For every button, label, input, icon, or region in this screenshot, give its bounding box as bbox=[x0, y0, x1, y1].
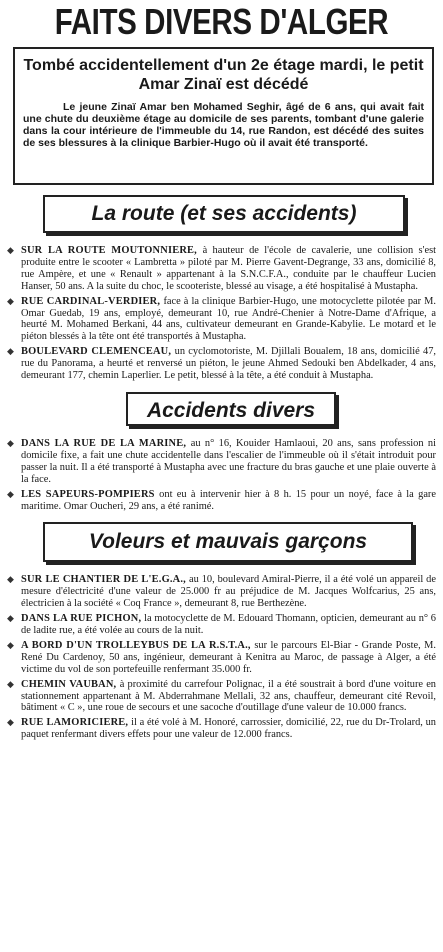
section-heading-voleurs: Voleurs et mauvais garçons bbox=[43, 522, 413, 562]
news-item-text: face à la clinique Barbier-Hugo, une motocyclette pilotée par M. Omar Guedab, 19 ans, employé, demeurant 10, rue André-Chenier à Notre-Dame d'Afrique, a heurté M. Mohamed Berkani, 44 ans, cultivateur demeurant en Grande-Kabylie. Le motard et le piéton blessés à la tête ont été transportés à Mustapha. bbox=[21, 295, 436, 343]
news-item-text: à proximité du carrefour Polignac, il a été soustrait à bord d'une voiture en stationnement appartenant à M. Abderrahmane Mellali, 32 ans, chauffeur, demeurant cité Revoil, bâtiment « C », une roue de secours et une sacoche d'outillage d'une valeur de 10.000 francs. bbox=[21, 678, 437, 714]
lead-article-body: Le jeune Zinaï Amar ben Mohamed Seghir, âgé de 6 ans, qui avait fait une chute du deuxième étage au domicile de ses parents, tombant d'une galerie dans la cour intérieure de l'immeuble du 14, rue Randon, est décédé des suites de ses blessures à la clinique Barbier-Hugo où il avait été transporté. bbox=[23, 101, 424, 149]
news-item-text: au n° 16, Kouider Hamlaoui, 20 ans, sans profession ni domicile fixe, a fait une chute accidentelle dans l'escalier de l'immeuble où il s'était introduit pour passer la nuit. Il a été transporté à Mustapha avec une fracture du bras gauche et une plaie ouverte à la face. bbox=[21, 437, 436, 485]
news-item bbox=[5, 346, 438, 382]
news-item bbox=[5, 717, 438, 741]
section-items-accidents bbox=[5, 438, 438, 512]
news-item bbox=[5, 489, 438, 513]
news-item-lead-in: DANS LA RUE PICHON, bbox=[21, 613, 145, 625]
news-item-text: la motocyclette de M. Edouard Thomann, opticien, demeurant au n° 6 de ladite rue, a été volée au cours de la nuit. bbox=[21, 613, 436, 637]
section-heading-route: La route (et ses accidents) bbox=[43, 195, 405, 233]
news-item-lead-in: RUE LAMORICIERE, bbox=[21, 717, 132, 729]
news-item-text: au 10, boulevard Amiral-Pierre, il a été volé un appareil de mesure d'électricité d'une valeur de 25.000 fr au préjudice de M. Jacques Wolfcarius, 25 ans, électricien à la société « Coq France », demeurant 8, rue Berthezène. bbox=[21, 574, 436, 610]
news-item bbox=[5, 574, 438, 610]
news-item bbox=[5, 679, 438, 715]
news-item-lead-in: A BORD D'UN TROLLEYBUS DE LA R.S.T.A., bbox=[21, 639, 255, 651]
news-item-text: sur le parcours El-Biar - Grande Poste, M. René Du Cardenoy, 50 ans, ingénieur, demeurant à Kenitra au Maroc, de passage à Alger, a été victime du vol de son portefeuille renfermant 35.000 fr. bbox=[21, 639, 436, 675]
news-item bbox=[5, 245, 438, 293]
diamond-bullet-icon: ◆ bbox=[7, 347, 14, 358]
news-item bbox=[5, 438, 438, 486]
news-item-lead-in: DANS LA RUE DE LA MARINE, bbox=[21, 437, 191, 449]
diamond-bullet-icon: ◆ bbox=[7, 575, 14, 586]
news-item-lead-in: BOULEVARD CLEMENCEAU, bbox=[21, 346, 175, 358]
diamond-bullet-icon: ◆ bbox=[7, 489, 14, 500]
diamond-bullet-icon: ◆ bbox=[7, 614, 14, 625]
news-item-text: à hauteur de l'école de cavalerie, une collision s'est produite entre le scooter « Lambretta » piloté par M. Pierre Gavent-Degrange, 33 ans, domicilié 8, rue Ampère, et une « Renault » appartenant à la S.N.C.F.A., conduite par le chauffeur Lucien Hanser, 50 ans. A la suite du choc, le scooteriste, blessé au visage, a été hospitalisé à Mustapha. bbox=[21, 245, 436, 292]
section-heading-accidents: Accidents divers bbox=[126, 392, 336, 426]
news-item-text: un cyclomotoriste, M. Djillali Boualem, 18 ans, domicilié 47, rue du Panorama, a heurté et renversé un piéton, le jeune Ahmed Sedouki ben Abdelkader, 4 ans, demeurant 177, chemin Laperlier. Le petit, blessé à la tête, a été conduit à Mustapha. bbox=[21, 346, 436, 382]
news-item bbox=[5, 613, 438, 637]
section-items-voleurs bbox=[5, 574, 438, 741]
diamond-bullet-icon: ◆ bbox=[7, 438, 14, 449]
diamond-bullet-icon: ◆ bbox=[7, 640, 14, 651]
news-item-lead-in: SUR LE CHANTIER DE L'E.G.A., bbox=[21, 574, 190, 586]
news-item bbox=[5, 640, 438, 676]
news-item-text: il a été volé à M. Honoré, carrossier, domicilié, 22, rue du Dr-Trolard, un paquet renfermant divers effets pour une valeur de 12.000 francs. bbox=[21, 717, 436, 741]
news-item-lead-in: RUE CARDINAL-VERDIER, bbox=[21, 295, 164, 307]
diamond-bullet-icon: ◆ bbox=[7, 296, 14, 307]
diamond-bullet-icon: ◆ bbox=[7, 246, 14, 256]
news-item bbox=[5, 296, 438, 344]
news-item-lead-in: CHEMIN VAUBAN, bbox=[21, 678, 120, 690]
diamond-bullet-icon: ◆ bbox=[7, 679, 14, 690]
lead-article-title: Tombé accidentellement d'un 2e étage mardi, le petit Amar Zinaï est décédé bbox=[23, 57, 424, 93]
news-item-text: ont eu à intervenir hier à 8 h. 15 pour un noyé, face à la gare maritime. Omar Oucheri, 29 ans, a été ranimé. bbox=[21, 488, 436, 512]
news-item-lead-in: SUR LA ROUTE MOUTONNIERE, bbox=[21, 245, 203, 256]
masthead-title: FAITS DIVERS D'ALGER bbox=[54, 1, 389, 42]
lead-article-box bbox=[13, 47, 434, 185]
section-items-route bbox=[5, 245, 438, 382]
diamond-bullet-icon: ◆ bbox=[7, 718, 14, 729]
news-item-lead-in: LES SAPEURS-POMPIERS bbox=[21, 488, 160, 500]
